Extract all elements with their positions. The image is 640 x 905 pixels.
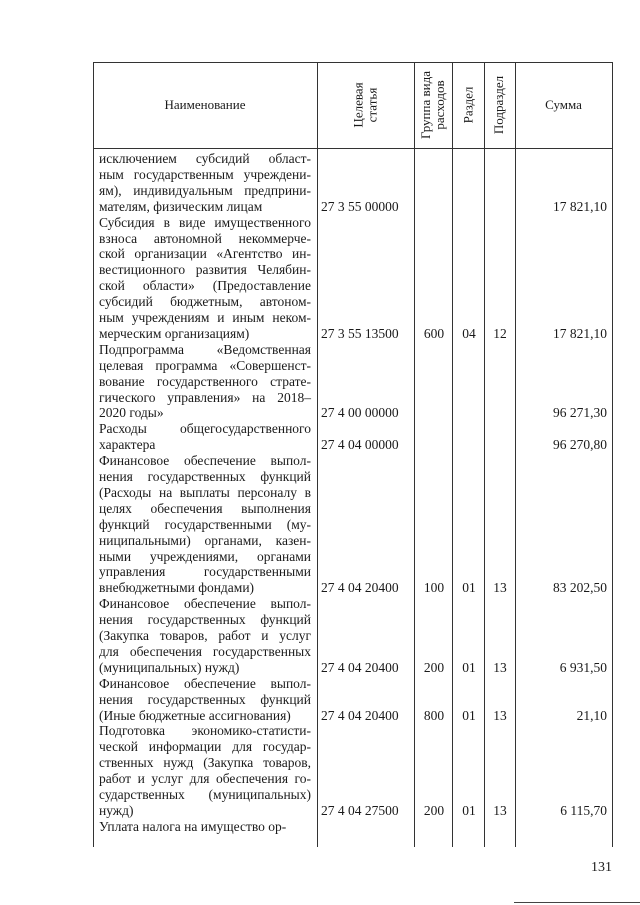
footer-rule [514, 902, 640, 903]
header-bottom-border [93, 148, 613, 149]
row-sum: 96 271,30 [553, 405, 607, 421]
row-name-line: целевая программа «Совершенст- [99, 357, 311, 373]
col-border-subsection [515, 62, 516, 847]
row-name-line: работ и услуг для обеспечения го- [99, 771, 311, 787]
row-name-line: вование государственного страте- [99, 373, 311, 389]
row-name-line: ниципальными) органами, казен- [99, 532, 311, 548]
header-target-line1: Целевая [350, 82, 366, 128]
row-subsection: 13 [493, 580, 507, 596]
row-target-code: 27 3 55 00000 [321, 198, 399, 214]
row-subsection: 13 [493, 659, 507, 675]
page-number: 131 [591, 860, 612, 875]
header-target-text [351, 82, 379, 127]
row-sum: 6 115,70 [560, 802, 607, 818]
row-target-code: 27 4 04 20400 [321, 580, 399, 596]
row-name-line: нения государственных функций [99, 612, 311, 628]
row-subsection: 13 [493, 707, 507, 723]
row-name-line: исключением субсидий област- [99, 151, 311, 166]
row-expense-group: 200 [423, 802, 445, 818]
row-name-line: гического управления» на 2018– [99, 389, 311, 405]
row-sum: 96 270,80 [553, 437, 607, 453]
row-name-line: Подпрограмма «Ведомственная [99, 341, 311, 357]
row-name-line: для обеспечения государственных [99, 643, 311, 659]
row-name-line: Финансовое обеспечение выпол- [99, 675, 311, 691]
row-name-line: управления государственными [99, 564, 311, 580]
row-sum: 17 821,10 [553, 198, 607, 214]
row-section: 01 [462, 802, 476, 818]
row-name-line: ской области» (Предоставление [99, 278, 311, 294]
row-name-line: Финансовое обеспечение выпол- [99, 596, 311, 612]
row-name-line: ным учреждениям и иным неком- [99, 310, 311, 325]
row-name-line: (муниципальных) нужд) [99, 659, 240, 675]
row-name-line: ственных нужд (Закупка товаров, [99, 755, 311, 771]
col-border-target [414, 62, 415, 847]
row-subsection: 12 [493, 325, 507, 341]
row-target-code: 27 4 04 20400 [321, 659, 399, 675]
row-name-line: (Иные бюджетные ассигнования) [99, 707, 291, 723]
row-name-line: нужд) [99, 802, 134, 818]
row-name-line: ческой информации для государ- [99, 739, 311, 755]
header-sum-text: Сумма [545, 97, 582, 112]
header-name-text: Наименование [164, 97, 246, 112]
row-target-code: 27 4 00 00000 [321, 405, 399, 421]
budget-table [93, 62, 613, 847]
row-name-line: (Расходы на выплаты персоналу в [99, 484, 311, 500]
row-name-line: (Закупка товаров, работ и услуг [99, 628, 311, 643]
row-name-line: ям), индивидуальным предприни- [99, 182, 311, 198]
row-name-line: целях обеспечения выполнения [99, 500, 311, 516]
header-target-line2: статья [364, 87, 380, 123]
header-group-line2: расходов [432, 80, 448, 130]
col-border-section [484, 62, 485, 847]
row-name-line: ными учреждениями, органами [99, 548, 311, 564]
header-group-line1: Группа вида [418, 71, 434, 139]
row-name-line: субсидий бюджетным, автоном- [99, 294, 311, 310]
row-sum: 83 202,50 [553, 580, 607, 596]
row-name-line: нения государственных функций [99, 469, 311, 484]
header-group-text [419, 71, 447, 139]
row-expense-group: 800 [423, 707, 445, 723]
header-subsection-text: Подраздел [491, 75, 507, 135]
row-name-line: вестиционного развития Челябин- [99, 262, 311, 278]
col-border-left [93, 62, 94, 847]
row-subsection: 13 [493, 802, 507, 818]
row-name-line: мерческим организациям) [99, 325, 250, 341]
row-name-line: Расходы общегосударственного [99, 421, 311, 437]
row-target-code: 27 4 04 00000 [321, 437, 399, 453]
row-expense-group: 600 [423, 325, 445, 341]
row-sum: 17 821,10 [553, 325, 607, 341]
col-border-name [317, 62, 318, 847]
row-section: 01 [462, 707, 476, 723]
row-target-code: 27 4 04 27500 [321, 802, 399, 818]
row-name-line: ным государственным учреждени- [99, 166, 311, 182]
row-expense-group: 100 [423, 580, 445, 596]
row-expense-group: 200 [423, 659, 445, 675]
row-sum: 21,10 [576, 707, 607, 723]
row-sum: 6 931,50 [559, 659, 607, 675]
row-name-line: функций государственными (му- [99, 516, 311, 532]
header-target [317, 62, 414, 148]
header-section-text: Раздел [460, 86, 475, 124]
header-group [414, 62, 452, 148]
header-sum [515, 62, 612, 148]
row-name-line: ской организации «Агентство ин- [99, 246, 311, 262]
row-section: 01 [462, 659, 476, 675]
row-name-line: Финансовое обеспечение выпол- [99, 453, 311, 469]
row-section: 04 [462, 325, 476, 341]
row-name-line: Уплата налога на имущество ор- [99, 818, 287, 834]
row-section: 01 [462, 580, 476, 596]
row-name-line: Подготовка экономико-статисти- [99, 723, 311, 739]
row-name-line: нения государственных функций [99, 691, 311, 707]
col-border-right [612, 62, 613, 847]
row-name-line: внебюджетными фондами) [99, 580, 255, 596]
col-border-group [452, 62, 453, 847]
header-name [93, 62, 317, 148]
row-name-line: взноса автономной некоммерче- [99, 230, 311, 246]
row-name-line: мателям, физическим лицам [99, 198, 263, 214]
row-name-line: сударственных (муниципальных) [99, 787, 311, 802]
header-section [452, 62, 484, 148]
header-subsection [484, 62, 515, 148]
row-name-line: Субсидия в виде имущественного [99, 214, 311, 230]
row-name-line: 2020 годы» [99, 405, 164, 421]
row-target-code: 27 3 55 13500 [321, 325, 399, 341]
row-target-code: 27 4 04 20400 [321, 707, 399, 723]
row-name-line: характера [99, 437, 156, 453]
